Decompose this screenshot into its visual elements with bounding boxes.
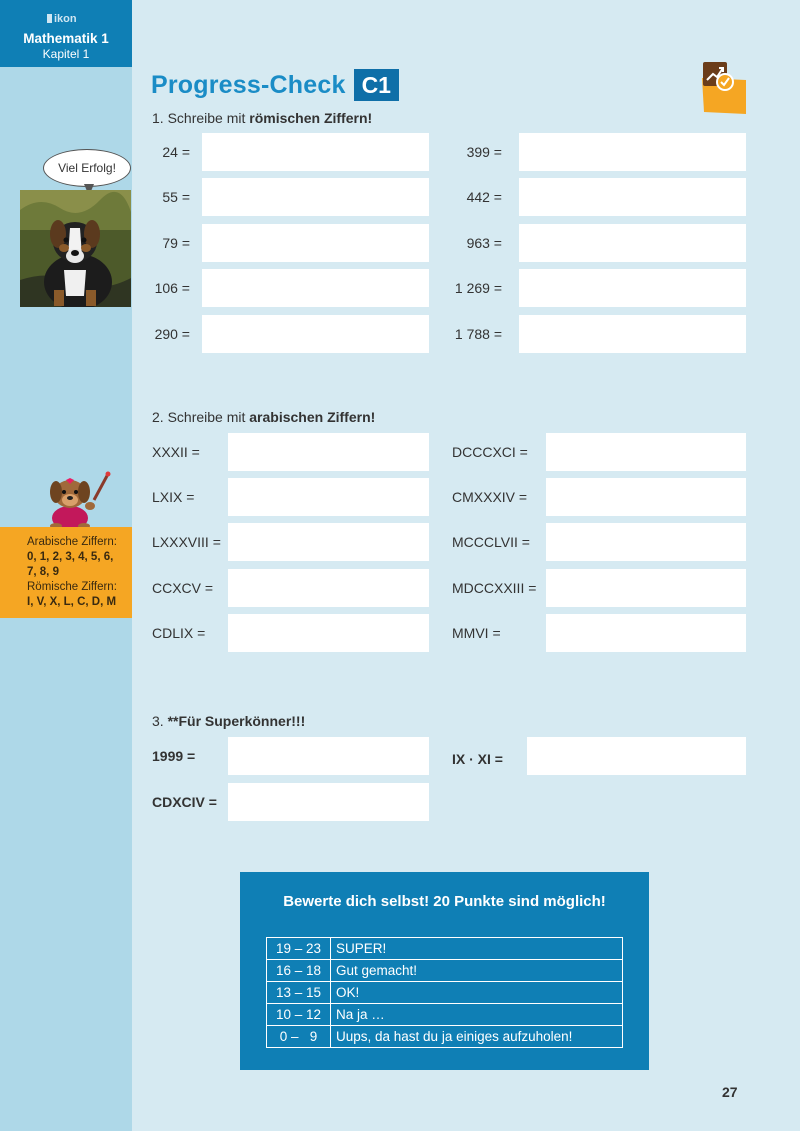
self-assessment-title: Bewerte dich selbst! 20 Punkte sind möglich! — [283, 893, 606, 910]
page-title — [151, 68, 399, 102]
rating-range: 19 – 23 — [267, 938, 331, 960]
arabic-digits-label: Arabische Ziffern: — [27, 536, 117, 548]
s1-right-label-2: 442 = — [466, 189, 502, 205]
s1-right-label-5: 1 788 = — [454, 326, 502, 342]
s1-left-answer-5[interactable] — [202, 315, 429, 353]
book-header — [0, 0, 132, 67]
section1-title: 1. Schreibe mit römischen Ziffern! — [152, 110, 373, 126]
s2-left-label-5: CDLIX = — [152, 625, 206, 641]
arabic-digits-line2: 7, 8, 9 — [27, 566, 59, 578]
digits-info-box — [0, 527, 132, 618]
s2-left-answer-1[interactable] — [228, 433, 429, 471]
section2-title: 2. Schreibe mit arabischen Ziffern! — [152, 409, 376, 425]
s2-right-label-5: MMVI = — [452, 625, 501, 641]
rating-table — [266, 937, 623, 1048]
s2-left-label-3: LXXXVIII = — [152, 534, 221, 550]
s2-left-label-4: CCXCV = — [152, 580, 214, 596]
rating-text: Gut gemacht! — [331, 960, 623, 982]
book-title: Mathematik 1 — [23, 31, 109, 46]
s2-left-label-1: XXXII = — [152, 444, 200, 460]
s2-left-answer-3[interactable] — [228, 523, 429, 561]
s2-right-label-2: CMXXXIV = — [452, 489, 528, 505]
rating-row — [267, 982, 623, 1004]
s3-answer-1[interactable] — [228, 737, 429, 775]
s2-right-answer-1[interactable] — [546, 433, 746, 471]
s2-right-label-4: MDCCXXIII = — [452, 580, 537, 596]
s1-right-answer-5[interactable] — [519, 315, 746, 353]
section3-title: 3. **Für Superkönner!!! — [152, 713, 306, 729]
s1-right-answer-3[interactable] — [519, 224, 746, 262]
s1-left-label-2: 55 = — [162, 189, 190, 205]
s2-left-answer-5[interactable] — [228, 614, 429, 652]
rating-range: 13 – 15 — [267, 982, 331, 1004]
s2-left-label-2: LXIX = — [152, 489, 195, 505]
s2-right-answer-5[interactable] — [546, 614, 746, 652]
s1-right-answer-2[interactable] — [519, 178, 746, 216]
s3-label-1: 1999 = — [152, 748, 196, 764]
s1-left-label-5: 290 = — [154, 326, 190, 342]
s1-left-answer-1[interactable] — [202, 133, 429, 171]
rating-text: OK! — [331, 982, 623, 1004]
s1-left-label-4: 106 = — [154, 280, 190, 296]
s1-left-answer-4[interactable] — [202, 269, 429, 307]
s2-left-answer-2[interactable] — [228, 478, 429, 516]
s1-left-label-1: 24 = — [162, 144, 190, 160]
s1-left-answer-2[interactable] — [202, 178, 429, 216]
s3-answer-3[interactable] — [228, 783, 429, 821]
mascot-dog-with-pointer — [36, 470, 112, 530]
rating-row — [267, 1026, 623, 1048]
rating-range: 10 – 12 — [267, 1004, 331, 1026]
s1-left-answer-3[interactable] — [202, 224, 429, 262]
rating-text: Uups, da hast du ja einiges aufzuholen! — [331, 1026, 623, 1048]
s1-right-answer-4[interactable] — [519, 269, 746, 307]
rating-row — [267, 1004, 623, 1026]
s1-right-label-3: 963 = — [466, 235, 502, 251]
s3-label-2: IX · XI = — [452, 751, 503, 767]
roman-digits-label: Römische Ziffern: — [27, 581, 117, 593]
speech-bubble: Viel Erfolg! — [43, 149, 131, 187]
s2-right-label-3: MCCCLVII = — [452, 534, 530, 550]
rating-row — [267, 938, 623, 960]
s2-right-answer-4[interactable] — [546, 569, 746, 607]
self-assessment-box — [240, 872, 649, 1070]
s2-right-answer-2[interactable] — [546, 478, 746, 516]
chapter-badge: C1 — [354, 69, 399, 101]
s2-left-answer-4[interactable] — [228, 569, 429, 607]
s1-right-label-1: 399 = — [466, 144, 502, 160]
dog-photo — [20, 190, 131, 307]
s1-left-label-3: 79 = — [162, 235, 190, 251]
page-title-text: Progress-Check — [151, 70, 346, 99]
s2-right-label-1: DCCCXCI = — [452, 444, 528, 460]
s2-right-answer-3[interactable] — [546, 523, 746, 561]
s3-label-3: CDXCIV = — [152, 794, 217, 810]
roman-digits: I, V, X, L, C, D, M — [27, 596, 117, 608]
publisher-logo: ikon — [47, 13, 77, 25]
arabic-digits-line1: 0, 1, 2, 3, 4, 5, 6, — [27, 551, 114, 563]
page-number: 27 — [722, 1084, 738, 1100]
rating-range: 0 – 9 — [267, 1026, 331, 1048]
s3-answer-2[interactable] — [527, 737, 746, 775]
rating-range: 16 – 18 — [267, 960, 331, 982]
rating-row — [267, 960, 623, 982]
rating-text: SUPER! — [331, 938, 623, 960]
book-chapter: Kapitel 1 — [42, 47, 90, 61]
s1-right-label-4: 1 269 = — [454, 280, 502, 296]
s1-right-answer-1[interactable] — [519, 133, 746, 171]
rating-text: Na ja … — [331, 1004, 623, 1026]
chart-check-icon — [700, 62, 748, 114]
